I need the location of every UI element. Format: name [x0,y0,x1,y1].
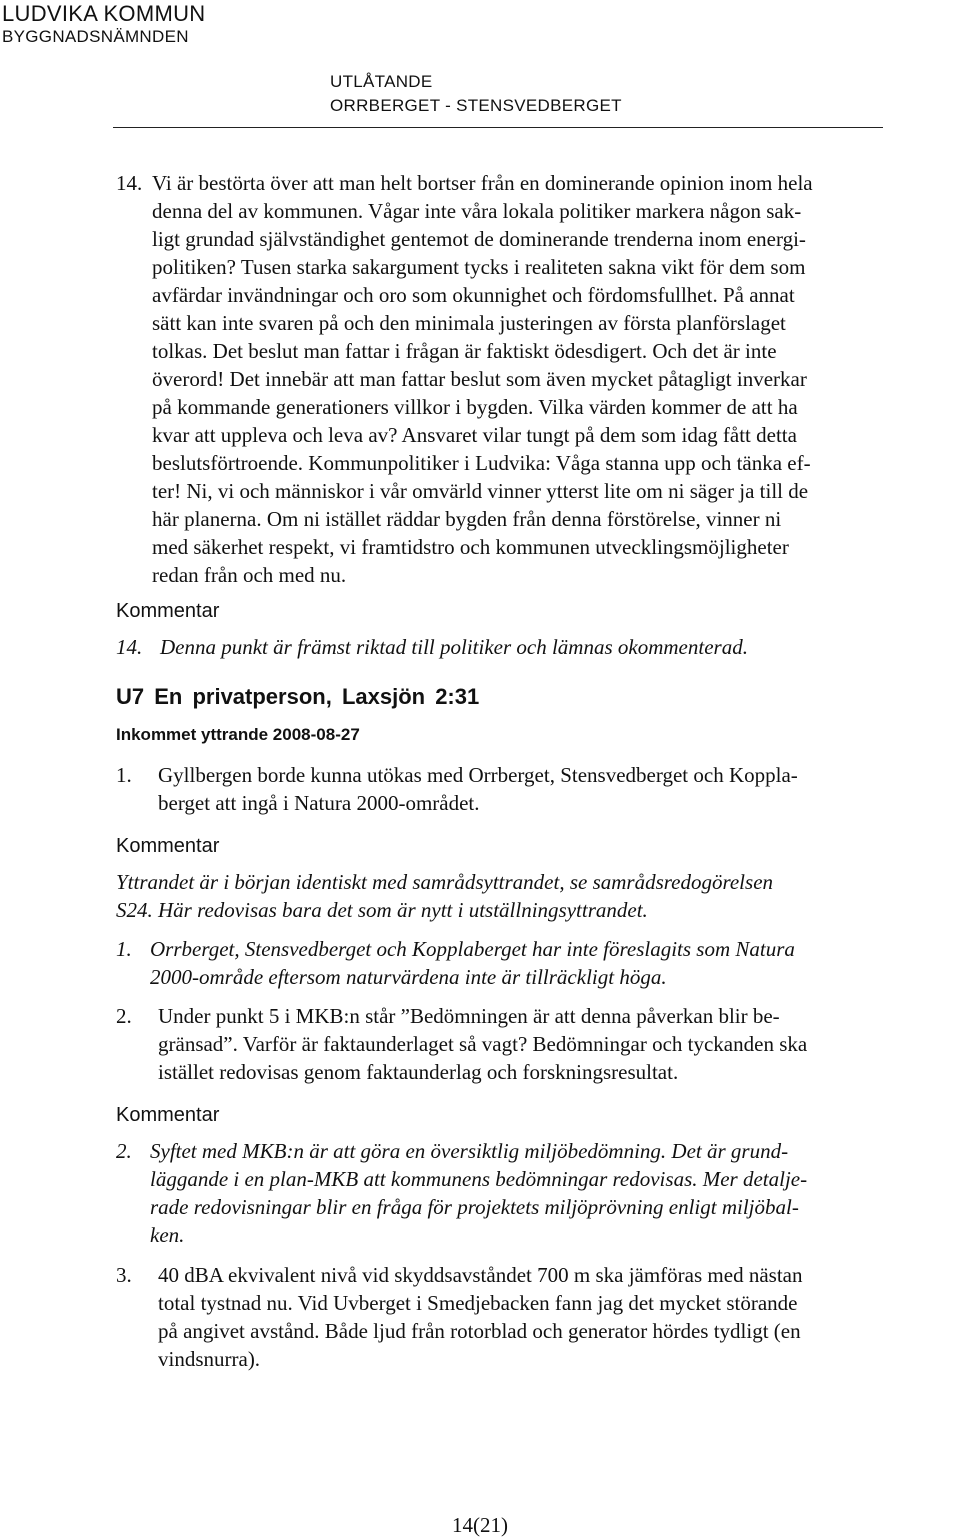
u7-item-1-text [158,761,798,817]
text-line: tolkas. Det beslut man fattar i frågan är faktiskt ödesdigert. Och det är inte [152,339,777,363]
text-line: Syftet med MKB:n är att göra en översiktlig miljöbedömning. Det är grund- [150,1139,789,1163]
text-line: berget att ingå i Natura 2000-området. [158,791,480,815]
text-line: redan från och med nu. [152,563,347,587]
item-number: 14. [116,171,143,195]
project-name: ORRBERGET - STENSVEDBERGET [330,96,622,115]
u7-intro-comment [116,868,773,924]
text-line: här planerna. Om ni istället räddar bygden från denna förstörelse, vinner ni [152,507,782,531]
text-line: 2000-område eftersom naturvärdena inte är tillräckligt höga. [150,965,667,989]
u7-item-2-text [158,1002,807,1086]
text-line: rade redovisningar blir en fråga för projektets miljöprövning enligt miljöbal- [150,1195,799,1219]
text-line: på angivet avstånd. Både ljud från rotorblad och generator hördes tydligt (en [158,1319,801,1343]
item-number: 2. [116,1004,132,1028]
text-line: ter! Ni, vi och människor i vår omvärld vinner ytterst lite om ni säger ja till de [152,479,809,503]
text-line: total tystnad nu. Vid Uvberget i Smedjebacken fann jag det mycket störande [158,1291,798,1315]
text-line: på kommande generationers villkor i bygden. Vilka värden kommer de att ha [152,395,798,419]
item-number: 1. [116,763,132,787]
comment-label: Kommentar [116,1104,220,1126]
document-type: UTLÅTANDE [330,72,433,91]
comment-number: 1. [116,937,132,961]
text-line: denna del av kommunen. Vågar inte våra lokala politiker markera någon sak- [152,199,802,223]
text-line: politiken? Tusen starka sakargument tycks i realiteten sakna vikt för dem som [152,255,806,279]
section-heading: U7 En privatperson, Laxsjön 2:31 [116,684,480,709]
text-line: avfärdar invändningar och oro som okunnighet och fördomsfullhet. På annat [152,283,795,307]
u7-comment-2-text [150,1137,807,1249]
text-line: ligt grundad självständighet gentemot de dominerande trenderna inom energi- [152,227,806,251]
header-divider [113,127,883,128]
u7-item-3-text [158,1261,802,1373]
page-number: 14(21) [452,1513,508,1537]
text-line: Under punkt 5 i MKB:n står ”Bedömningen är att denna påverkan blir be- [158,1004,780,1028]
text-line: Gyllbergen borde kunna utökas med Orrberget, Stensvedberget och Koppla- [158,763,798,787]
text-line: läggande i en plan-MKB att kommunens bedömningar redovisas. Mer detalje- [150,1167,808,1191]
text-line: S24. Här redovisas bara det som är nytt i utställningsyttrandet. [116,898,648,922]
text-line: gränsad”. Varför är faktaunderlaget så vagt? Bedömningar och tyckanden ska [158,1032,808,1056]
item-number: 3. [116,1263,132,1287]
text-line: beslutsförtroende. Kommunpolitiker i Ludvika: Våga stanna upp och tänka ef- [152,451,811,475]
comment-number: 2. [116,1139,132,1163]
text-line: vindsnurra). [158,1347,261,1371]
comment-label: Kommentar [116,600,220,622]
comment-label: Kommentar [116,835,220,857]
text-line: istället redovisas genom faktaunderlag och forskningsresultat. [158,1060,679,1084]
text-line: kvar att uppleva och leva av? Ansvaret vilar tungt på dem som idag fått detta [152,423,797,447]
text-line: Orrberget, Stensvedberget och Kopplaberget har inte föreslagits som Natura [150,937,795,961]
text-line: överord! Det innebär att man fattar beslut som även mycket påtagligt inverkar [152,367,807,391]
text-line: 40 dBA ekvivalent nivå vid skyddsavståndet 700 m ska jämföras med nästan [158,1263,803,1287]
received-date: Inkommet yttrande 2008-08-27 [116,725,360,744]
comment-number: 14. [116,635,143,659]
text-line: sätt kan inte svaren på och den minimala justeringen av första planförslaget [152,311,786,335]
text-line: Vi är bestörta över att man helt bortser från en dominerande opinion inom hela [152,171,813,195]
u7-comment-1-text [150,935,795,991]
comment-14-text: Denna punkt är främst riktad till politiker och lämnas okommenterad. [160,635,748,659]
department-name: BYGGNADSNÄMNDEN [2,27,189,46]
text-line: ken. [150,1223,185,1247]
organization-name: LUDVIKA KOMMUN [2,1,206,26]
text-line: Yttrandet är i början identiskt med samrådsyttrandet, se samrådsredogörelsen [116,870,774,894]
text-line: med säkerhet respekt, vi framtidstro och kommunen utvecklingsmöjligheter [152,535,789,559]
item-14-text [152,169,813,589]
